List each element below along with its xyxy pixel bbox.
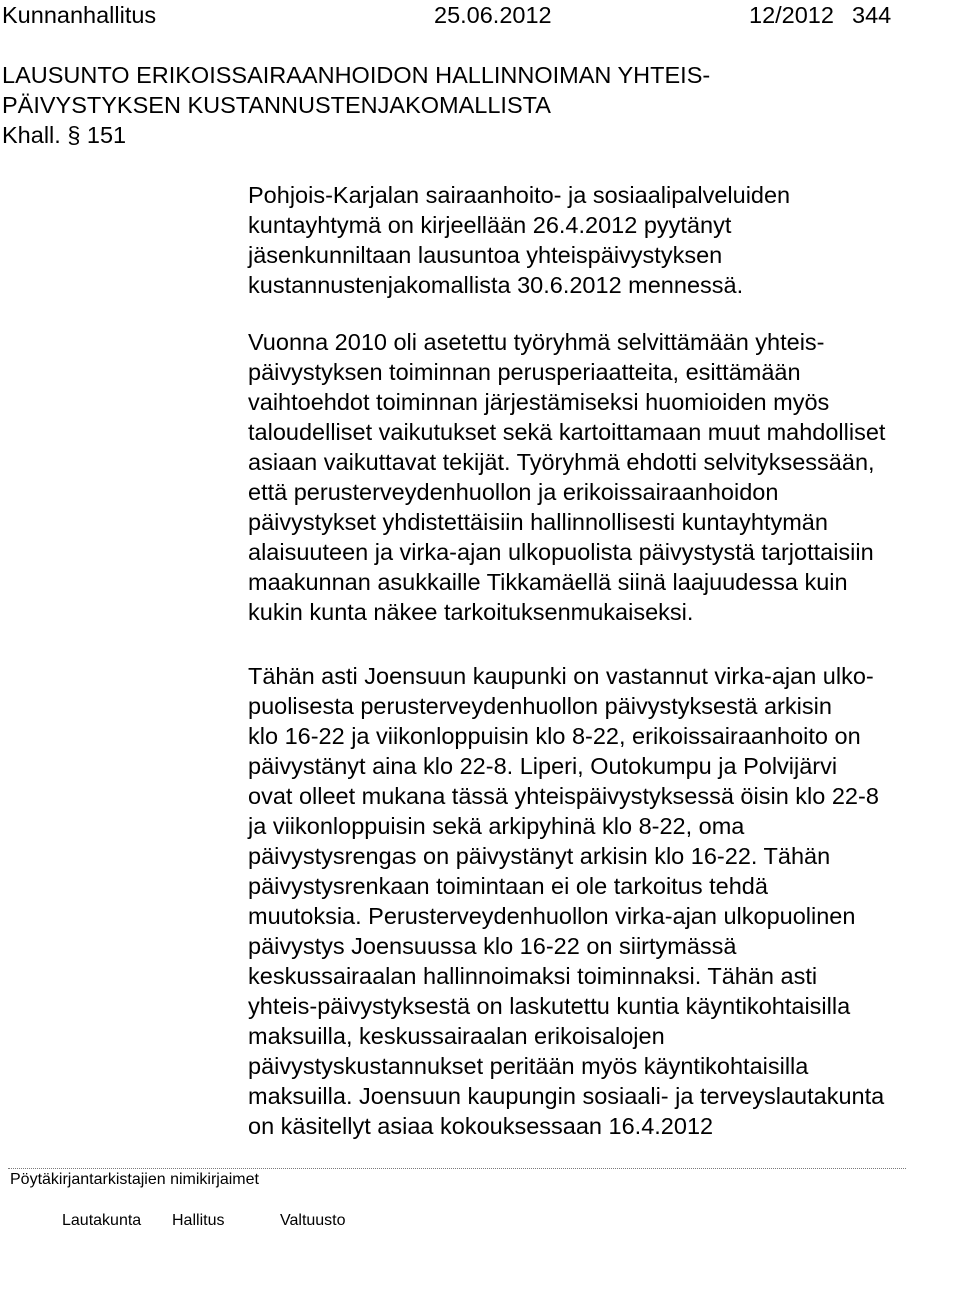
paragraph-line: päivystänyt aina klo 22-8. Liperi, Outokumpu ja Polvijärvi	[248, 753, 838, 779]
document-title	[2, 60, 710, 150]
paragraph-line: Pohjois-Karjalan sairaanhoito- ja sosiaalipalveluiden	[248, 182, 791, 208]
paragraph-line: kukin kunta näkee tarkoituksenmukaiseksi.	[248, 599, 694, 625]
paragraph-line: päivystysrenkaan toimintaan ei ole tarkoitus tehdä	[248, 873, 768, 899]
paragraph-line: ja viikonloppuisin sekä arkipyhinä klo 8-22, oma	[248, 813, 745, 839]
paragraph-line: keskussairaalan hallinnoimaksi toiminnaksi. Tähän asti	[248, 963, 818, 989]
paragraph-line: Tähän asti Joensuun kaupunki on vastannut virka-ajan ulko-	[248, 663, 874, 689]
header-organization: Kunnanhallitus	[2, 2, 157, 28]
paragraph-line: taloudelliset vaikutukset sekä kartoittamaan muut mahdolliset	[248, 419, 886, 445]
paragraph-line: päivystyskustannukset peritään myös käyntikohtaisilla	[248, 1053, 809, 1079]
paragraph-line: muutoksia. Perusterveydenhuollon virka-ajan ulkopuolinen	[248, 903, 856, 929]
paragraph-line: päivystys Joensuussa klo 16-22 on siirtymässä	[248, 933, 737, 959]
paragraph-current-arrangement	[248, 661, 884, 1141]
footer-initials-label: Pöytäkirjantarkistajien nimikirjaimet	[10, 1171, 259, 1188]
paragraph-working-group	[248, 327, 885, 627]
paragraph-line: alaisuuteen ja virka-ajan ulkopuolista päivystystä tarjottaisiin	[248, 539, 874, 565]
paragraph-line: puolisesta perusterveydenhuollon päivystyksestä arkisin	[248, 693, 832, 719]
paragraph-line: maksuilla. Joensuun kaupungin sosiaali- ja terveyslautakunta	[248, 1083, 885, 1109]
footer-column-valtuusto: Valtuusto	[280, 1212, 346, 1229]
section-reference: Khall. § 151	[2, 122, 127, 148]
paragraph-line: Vuonna 2010 oli asetettu työryhmä selvittämään yhteis-	[248, 329, 825, 355]
paragraph-request	[248, 180, 790, 300]
paragraph-line: että perusterveydenhuollon ja erikoissairaanhoidon	[248, 479, 779, 505]
paragraph-line: päivystyksen toiminnan perusperiaatteita, esittämään	[248, 359, 801, 385]
paragraph-line: jäsenkunniltaan lausuntoa yhteispäivystyksen	[248, 242, 723, 268]
paragraph-line: maakunnan asukkaille Tikkamäellä siinä laajuudessa kuin	[248, 569, 848, 595]
footer-column-lautakunta: Lautakunta	[62, 1212, 142, 1229]
footer-divider	[8, 1168, 906, 1169]
header-date: 25.06.2012	[434, 2, 552, 28]
title-line: LAUSUNTO ERIKOISSAIRAANHOIDON HALLINNOIMAN YHTEIS-	[2, 62, 711, 88]
paragraph-line: vaihtoehdot toiminnan järjestämiseksi huomioiden myös	[248, 389, 830, 415]
title-line: PÄIVYSTYKSEN KUSTANNUSTENJAKOMALLISTA	[2, 92, 551, 118]
footer-column-hallitus: Hallitus	[172, 1212, 225, 1229]
paragraph-line: yhteis-päivystyksestä on laskutettu kuntia käyntikohtaisilla	[248, 993, 851, 1019]
paragraph-line: päivystysrengas on päivystänyt arkisin klo 16-22. Tähän	[248, 843, 831, 869]
paragraph-line: maksuilla, keskussairaalan erikoisalojen	[248, 1023, 665, 1049]
paragraph-line: klo 16-22 ja viikonloppuisin klo 8-22, erikoissairaanhoito on	[248, 723, 861, 749]
paragraph-line: ovat olleet mukana tässä yhteispäivystyksessä öisin klo 22-8	[248, 783, 879, 809]
paragraph-line: päivystykset yhdistettäisiin hallinnollisesti kuntayhtymän	[248, 509, 828, 535]
header-page-number: 344	[852, 2, 892, 28]
paragraph-line: kuntayhtymä on kirjeellään 26.4.2012 pyytänyt	[248, 212, 732, 238]
paragraph-line: kustannustenjakomallista 30.6.2012 mennessä.	[248, 272, 744, 298]
header-issue-number: 12/2012	[749, 2, 834, 28]
paragraph-line: asiaan vaikuttavat tekijät. Työryhmä ehdotti selvityksessään,	[248, 449, 875, 475]
paragraph-line: on käsitellyt asiaa kokouksessaan 16.4.2012	[248, 1113, 714, 1139]
